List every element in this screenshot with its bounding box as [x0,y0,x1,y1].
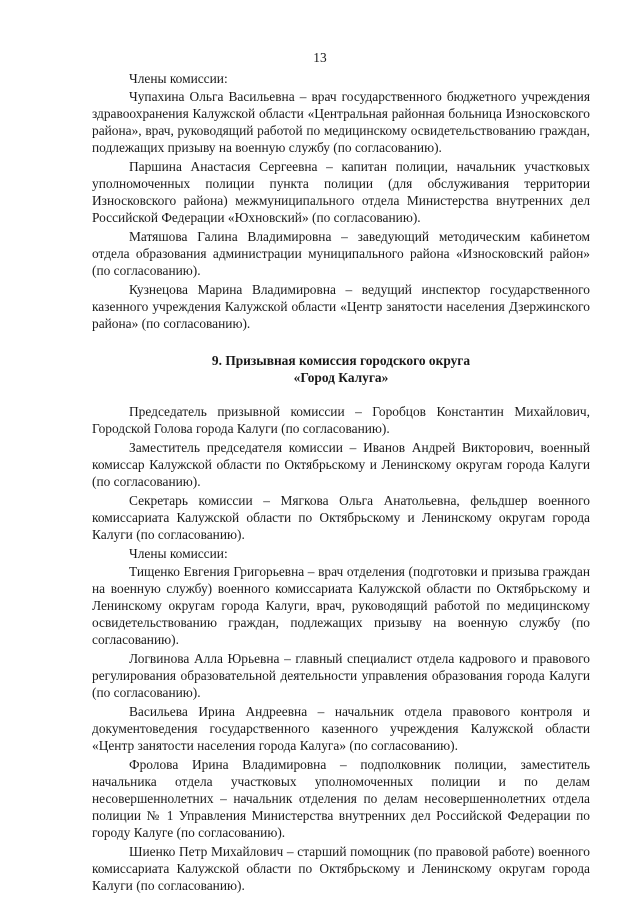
deputy-chairman-entry: Заместитель председателя комиссии – Иванов Андрей Викторович, военный комиссар Калужской области по Октябрьскому и Ленинскому округам города Калуги (по согласованию). [92,440,590,489]
member-entry: Тищенко Евгения Григорьевна – врач отделения (подготовки и призыва граждан на военную службу) военного комиссариата Калужской области по Октябрьскому и Ленинскому округам города Калуги, врач, руководящий работой по медицинскому освидетельствованию граждан, подлежащих призыву на военную службу (по согласованию). [92,564,590,647]
members-label: Члены комиссии: [129,71,228,86]
member-entry: Чупахина Ольга Васильевна – врач государственного бюджетного учреждения здравоохранения Калужской области «Центральная районная больница Износковского района», врач, руководящий работой по медицинскому освидетельствованию граждан, подлежащих призыву на военную службу (по согласованию). [92,89,590,155]
member-entry: Логвинова Алла Юрьевна – главный специалист отдела кадрового и правового регулирования образовательной деятельности управления образования города Калуги (по согласованию). [92,651,590,700]
document-body [92,70,590,896]
page-number: 13 [313,50,327,65]
member-entry: Матяшова Галина Владимировна – заведующий методическим кабинетом отдела образования администрации муниципального района «Износковский район» (по согласованию). [92,229,590,278]
member-entry: Фролова Ирина Владимировна – подполковник полиции, заместитель начальника отдела участковых уполномоченных полиции и по делам несовершеннолетних – начальник отделения по делам несовершеннолетних отдела полиции № 1 Управления Министерства внутренних дел Российской Федерации по городу Калуге (по согласованию). [92,757,590,840]
members-label: Члены комиссии: [129,546,228,561]
chairman-entry: Председатель призывной комиссии – Горобцов Константин Михайлович, Городской Голова города Калуги (по согласованию). [92,404,590,436]
member-entry: Васильева Ирина Андреевна – начальник отдела правового контроля и документоведения государственного казенного учреждения Калужской области «Центр занятости населения города Калуга» (по согласованию). [92,704,590,753]
member-entry: Шиенко Петр Михайлович – старший помощник (по правовой работе) военного комиссариата Калужской области по Октябрьскому и Ленинскому округам города Калуги (по согласованию). [92,844,590,893]
secretary-entry: Секретарь комиссии – Мягкова Ольга Анатольевна, фельдшер военного комиссариата Калужской области по Октябрьскому и Ленинскому округам города Калуги (по согласованию). [92,493,590,542]
member-entry: Кузнецова Марина Владимировна – ведущий инспектор государственного казенного учреждения Калужской области «Центр занятости населения Дзержинского района» (по согласованию). [92,282,590,331]
section-heading-line-2: «Город Калуга» [293,370,389,385]
section-heading [92,352,590,386]
section-heading-line-1: 9. Призывная комиссия городского округа [211,353,471,368]
member-entry: Паршина Анастасия Сергеевна – капитан полиции, начальник участковых уполномоченных полиции пункта полиции (для обслуживания территории Износковского района) межмуниципального отдела Министерства внутренних дел Российской Федерации «Юхновский» (по согласованию). [92,159,590,225]
